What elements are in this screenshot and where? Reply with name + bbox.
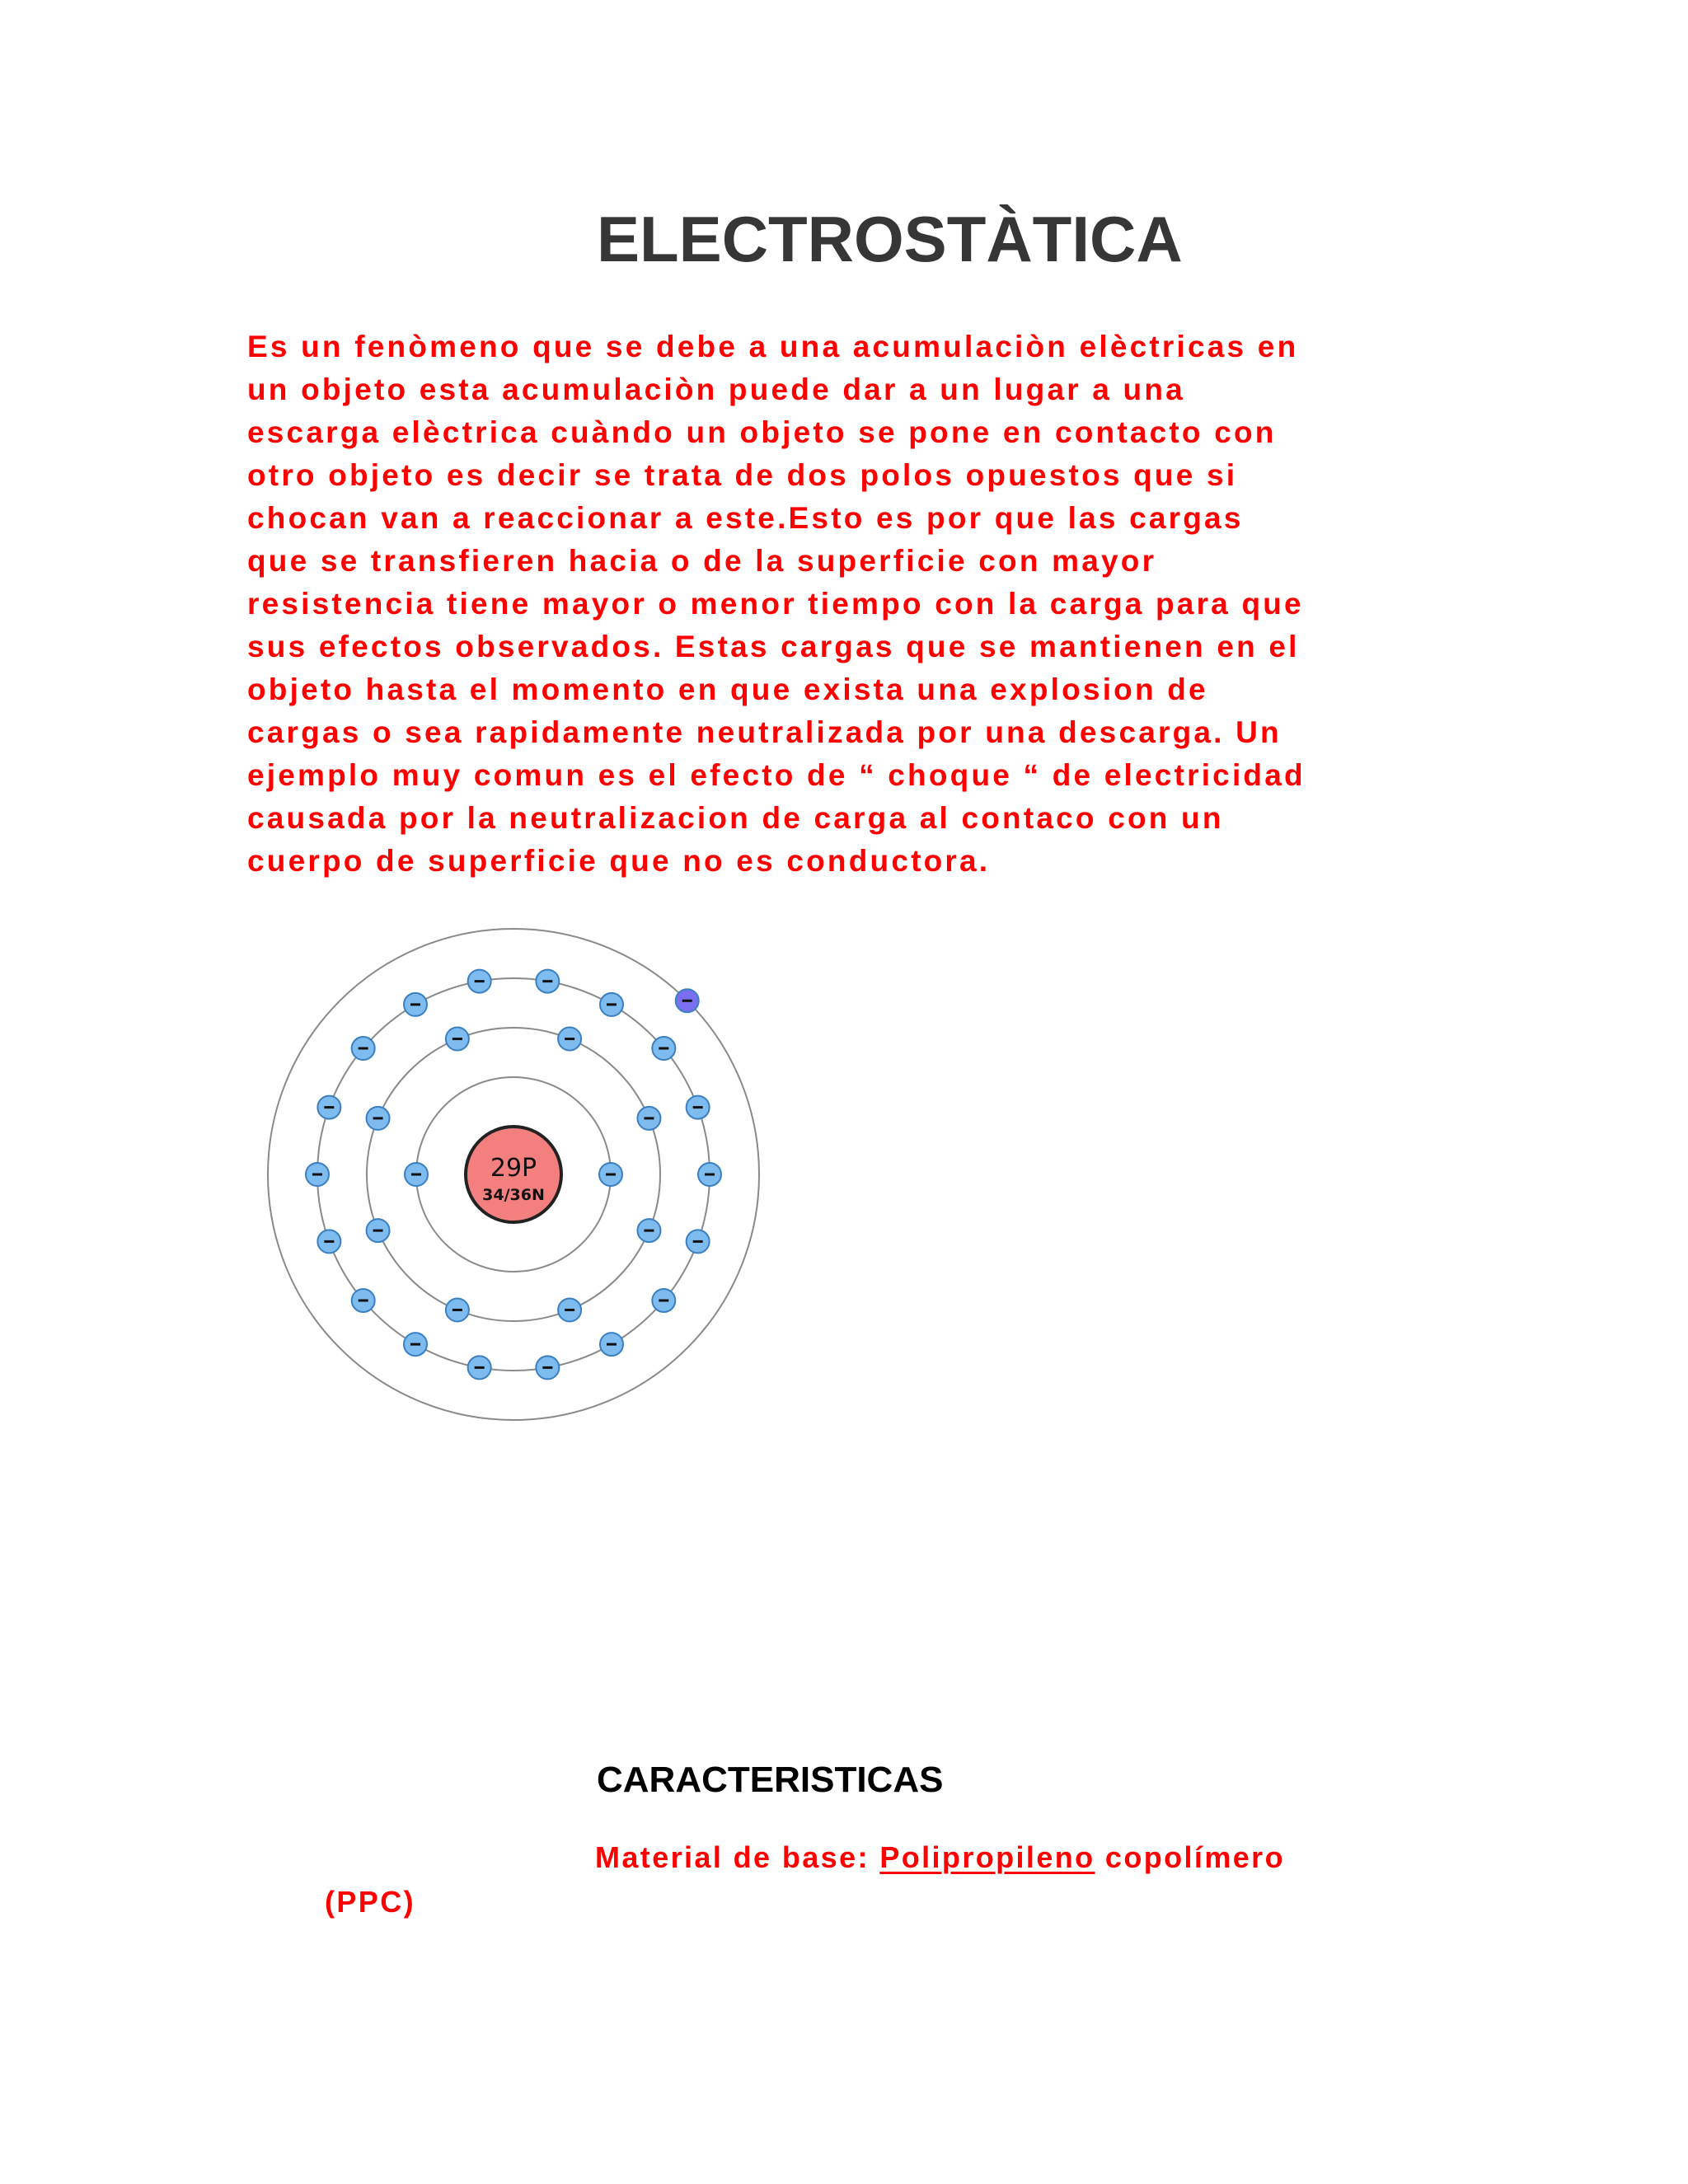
body-line: un objeto esta acumulaciòn puede dar a un lugar a una xyxy=(247,373,1185,406)
body-paragraph xyxy=(247,326,1451,883)
copper-atom-diagram xyxy=(262,923,765,1426)
electron xyxy=(676,989,699,1012)
nucleus-neutrons-label: 34/36N xyxy=(482,1186,545,1204)
document-title: ELECTROSTÀTICA xyxy=(597,203,1183,275)
body-line: Es un fenòmeno que se debe a una acumulaciòn elèctricas en xyxy=(247,330,1299,363)
electron xyxy=(558,1298,581,1321)
body-line: otro objeto es decir se trata de dos polos opuestos que si xyxy=(247,458,1238,492)
body-line: cuerpo de superficie que no es conductora. xyxy=(247,844,991,878)
characteristics-heading: CARACTERISTICAS xyxy=(597,1760,944,1800)
body-line: sus efectos observados. Estas cargas que se mantienen en el xyxy=(247,630,1300,663)
electron xyxy=(352,1037,375,1060)
body-line: chocan van a reaccionar a este.Esto es por que las cargas xyxy=(247,501,1244,535)
electron xyxy=(698,1163,721,1186)
electron xyxy=(600,1333,623,1356)
material-continuation: (PPC) xyxy=(325,1885,415,1919)
electron xyxy=(687,1230,710,1253)
electron xyxy=(367,1219,390,1242)
electron xyxy=(367,1107,390,1130)
electron xyxy=(687,1096,710,1119)
body-line: objeto hasta el momento en que exista una explosion de xyxy=(247,673,1208,706)
electron xyxy=(468,1356,491,1379)
electron xyxy=(446,1028,469,1051)
electron xyxy=(317,1096,340,1119)
electron xyxy=(600,993,623,1016)
electron xyxy=(637,1107,660,1130)
electron xyxy=(536,1356,559,1379)
electron xyxy=(652,1037,675,1060)
body-line: cargas o sea rapidamente neutralizada por una descarga. Un xyxy=(247,715,1282,749)
body-line: causada por la neutralizacion de carga al contaco con un xyxy=(247,801,1224,835)
material-line xyxy=(595,1836,1285,1879)
electron xyxy=(404,993,427,1016)
body-line: resistencia tiene mayor o menor tiempo con la carga para que xyxy=(247,587,1304,621)
electron xyxy=(652,1289,675,1312)
electron xyxy=(405,1163,428,1186)
material-rest: copolímero xyxy=(1095,1840,1285,1874)
electron xyxy=(317,1230,340,1253)
body-line: escarga elèctrica cuàndo un objeto se pone en contacto con xyxy=(247,415,1277,449)
electron xyxy=(558,1028,581,1051)
electron xyxy=(352,1289,375,1312)
material-label: Material de base: xyxy=(595,1840,880,1874)
body-line: ejemplo muy comun es el efecto de “ choque “ de electricidad xyxy=(247,758,1306,792)
electron xyxy=(306,1163,329,1186)
polipropileno-link[interactable]: Polipropileno xyxy=(879,1840,1095,1874)
electron xyxy=(468,970,491,993)
electron xyxy=(599,1163,622,1186)
electron xyxy=(446,1298,469,1321)
electron xyxy=(637,1219,660,1242)
body-line: que se transfieren hacia o de la superficie con mayor xyxy=(247,544,1157,578)
electron xyxy=(404,1333,427,1356)
electron xyxy=(536,970,559,993)
nucleus xyxy=(466,1127,561,1222)
nucleus-protons-label: 29P xyxy=(490,1154,537,1183)
